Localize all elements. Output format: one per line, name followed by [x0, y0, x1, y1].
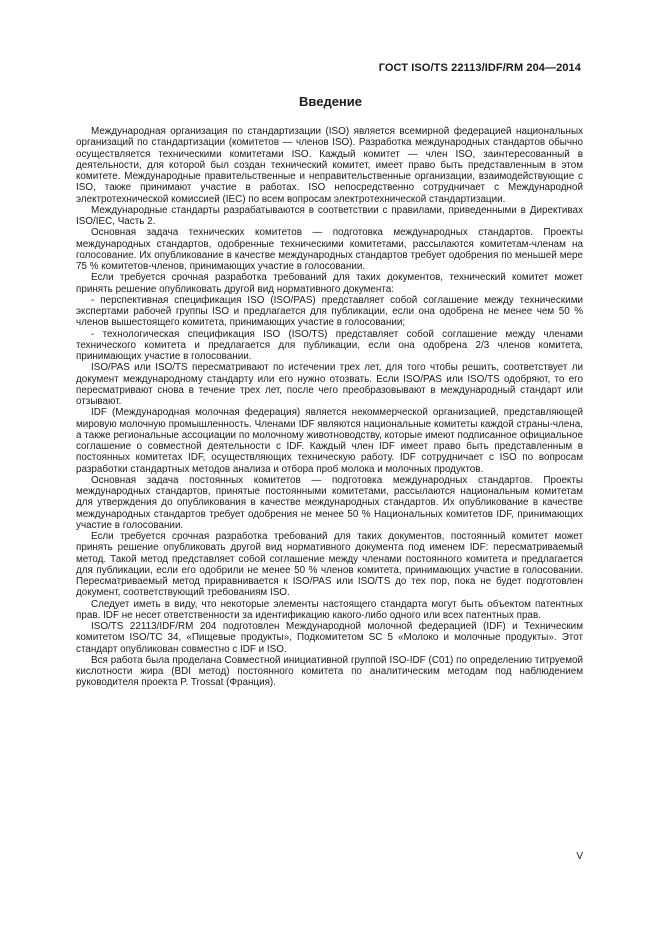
paragraph: ISO/PAS или ISO/TS пересматривают по истечении трех лет, для того чтобы решить, соответствует ли документ международному стандарту или его нужно отозвать. Если ISO/PAS или ISO/TS одобряют, то его пересматривают снова в течение трех лет, после чего преобразовывают в международный стандарт или отзывают. — [76, 362, 583, 407]
paragraph: IDF (Международная молочная федерация) является некоммерческой организацией, представляющей мировую молочную промышленность. Членами IDF являются национальные комитеты каждой страны-члена, а также региональные ассоциации по молочному животноводству, которые имеют подписанное официальное соглашение о совместной деятельности с IDF. Каждый член IDF имеет право быть представленным в постоянных комитетах IDF, осуществляющих техническую работу. IDF сотрудничает с ISO по вопросам разработки стандартных методов анализа и отбора проб молока и молочных продуктов. — [76, 407, 583, 475]
paragraph: Основная задача постоянных комитетов — подготовка международных стандартов. Проекты международных стандартов, принятые постоянными комитетами, рассылаются национальным комитетам для утверждения до опубликования в качестве международных стандартов. Их опубликование в качестве международных стандартов требует одобрения не менее 50 % Национальных комитетов IDF, принимающих участие в голосовании. — [76, 474, 583, 531]
paragraph: Международные стандарты разрабатываются в соответствии с правилами, приведенными в Директивах ISO/IEC, Часть 2. — [76, 204, 583, 227]
page-number: V — [576, 851, 583, 862]
paragraph: ISO/TS 22113/IDF/RM 204 подготовлен Международной молочной федерацией (IDF) и Техническим комитетом ISO/TC 34, «Пищевые продукты», Подкомитетом SC 5 «Молоко и молочные продукты». Этот стандарт опубликован совместно с IDF и ISO. — [76, 621, 583, 655]
list-item: - технологическая спецификация ISO (ISO/TS) представляет собой соглашение между членами технического комитета и предлагается для публикации, если она одобрена 2/3 членов комитета, принимающих участие в голосовании. — [76, 328, 583, 362]
body-text — [76, 126, 583, 689]
paragraph: Вся работа была проделана Совместной инициативной группой ISO-IDF (C01) по определению титруемой кислотности жира (BDI метод) постоянного комитета по аналитическим методам под наблюдением руководителя проекта P. Trossat (Франция). — [76, 654, 583, 689]
section-title: Введение — [299, 94, 362, 109]
paragraph: Если требуется срочная разработка требований для таких документов, технический комитет может принять решение опубликовать другой вид нормативного документа: — [76, 272, 583, 295]
paragraph: Основная задача технических комитетов — подготовка международных стандартов. Проекты международных стандартов, одобренные техническими комитетами, рассылаются комитетам-членам на голосование. Их опубликование в качестве международных стандартов требует одобрения по меньшей мере 75 % комитетов-членов, принимающих участие в голосовании. — [76, 227, 583, 272]
document-header: ГОСТ ISO/TS 22113/IDF/RM 204—2014 — [378, 62, 581, 74]
list-item: - перспективная спецификация ISO (ISO/PAS) представляет собой соглашение между техническими экспертами рабочей группы ISO и предлагается для публикации, если она одобрена не менее чем 50 % членов вышестоящего комитета, принимающих участие в голосовании; — [76, 294, 583, 329]
paragraph: Международная организация по стандартизации (ISO) является всемирной федерацией национальных организаций по стандартизации (комитетов — членов ISO). Разработка международных стандартов обычно осуществляется техническими комитетами ISO. Каждый комитет — член ISO, заинтересованный в деятельности, для которой был создан технический комитет, имеет право быть представленным в этом комитете. Международные правительственные и неправительственные организации, взаимодействующие с ISO, также принимают участие в работах. ISO непосредственно сотрудничает с Международной электротехнической комиссией (IEC) по всем вопросам электротехнической стандартизации. — [76, 126, 583, 205]
paragraph: Если требуется срочная разработка требований для таких документов, постоянный комитет может принять решение опубликовать другой вид нормативного документа под именем IDF: пересматриваемый метод. Такой метод представляет собой соглашение между членами постоянного комитета и предлагается для публикации, если его одобрили не менее 50 % членов комитета, принимающих участие в голосовании. Пересматриваемый метод приравнивается к ISO/PAS или ISO/TS до тех пор, пока не будет подготовлен документ, соответствующий требованиям ISO. — [76, 531, 583, 599]
paragraph: Следует иметь в виду, что некоторые элементы настоящего стандарта могут быть объектом патентных прав. IDF не несет ответственности за идентификацию какого-либо одного или всех патентных прав. — [76, 598, 583, 621]
